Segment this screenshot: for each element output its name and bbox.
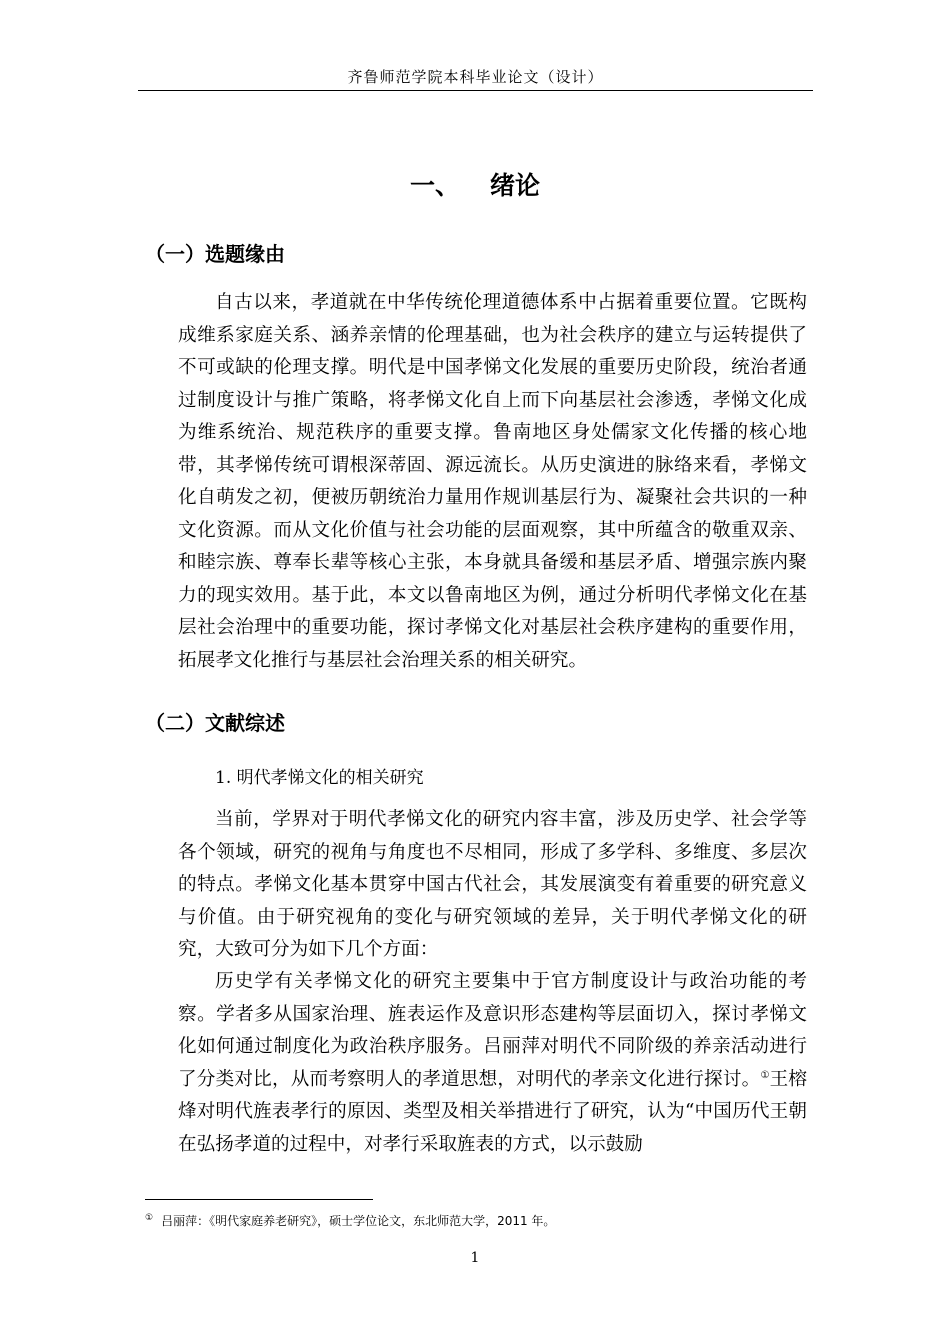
page-number: 1: [470, 1250, 480, 1266]
chapter-number: 一、: [409, 171, 460, 200]
section-title-1: （一）选题缘由: [145, 242, 285, 266]
footnote-reference[interactable]: ①: [760, 1069, 770, 1081]
header-divider: [138, 90, 813, 91]
chapter-title-text: 绪论: [490, 171, 541, 200]
section-2-paragraph-1: 当前，学界对于明代孝悌文化的研究内容丰富，涉及历史学、社会学等各个领域，研究的视角与角度也不尽相同，形成了多学科、多维度、多层次的特点。孝悌文化基本贯穿中国古代社会，其发展演变有着重要的研究意义与价值。由于研究视角的变化与研究领域的差异，关于明代孝悌文化的研究，大致可分为如下几个方面：: [178, 809, 807, 960]
footnote-mark: ①: [145, 1213, 154, 1223]
chapter-title: [0, 166, 950, 202]
footnote: [145, 1212, 555, 1229]
section-title-2: （二）文献综述: [145, 711, 285, 735]
section-1-paragraph: 自古以来，孝道就在中华传统伦理道德体系中占据着重要位置。它既构成维系家庭关系、涵养亲情的伦理基础，也为社会秩序的建立与运转提供了不可或缺的伦理支撑。明代是中国孝悌文化发展的重要历史阶段，统治者通过制度设计与推广策略，将孝悌文化自上而下向基层社会渗透，孝悌文化成为维系统治、规范秩序的重要支撑。鲁南地区身处儒家文化传播的核心地带，其孝悌传统可谓根深蒂固、源远流长。从历史演进的脉络来看，孝悌文化自萌发之初，便被历朝统治力量用作规训基层行为、凝聚社会共识的一种文化资源。而从文化价值与社会功能的层面观察，其中所蕴含的敬重双亲、和睦宗族、尊奉长辈等核心主张，本身就具备缓和基层矛盾、增强宗族内聚力的现实效用。基于此，本文以鲁南地区为例，通过分析明代孝悌文化在基层社会治理中的重要功能，探讨孝悌文化对基层社会秩序建构的重要作用，拓展孝文化推行与基层社会治理关系的相关研究。: [178, 292, 807, 671]
paragraph-2-text-b: 王榕烽对明代旌表孝行的原因、类型及相关举措进行了研究，认为“中国历代王朝在弘扬孝道的过程中，对孝行采取旌表的方式，以示鼓励: [178, 1068, 807, 1155]
paragraph-2-text-a: 历史学有关孝悌文化的研究主要集中于官方制度设计与政治功能的考察。学者多从国家治理、旌表运作及意识形态建构等层面切入，探讨孝悌文化如何通过制度化为政治秩序服务。吕丽萍对明代不同阶级的养亲活动进行了分类对比，从而考察明人的孝道思想，对明代的孝亲文化进行探讨。: [178, 971, 807, 1090]
footnote-text: 吕丽萍：《明代家庭养老研究》，硕士学位论文，东北师范大学，2011 年。: [161, 1214, 556, 1228]
footnote-divider: [145, 1199, 373, 1200]
running-header: 齐鲁师范学院本科毕业论文（设计）: [347, 68, 604, 86]
section-2-paragraph-2: [178, 966, 807, 1161]
subsection-heading: 1. 明代孝悌文化的相关研究: [215, 768, 424, 788]
